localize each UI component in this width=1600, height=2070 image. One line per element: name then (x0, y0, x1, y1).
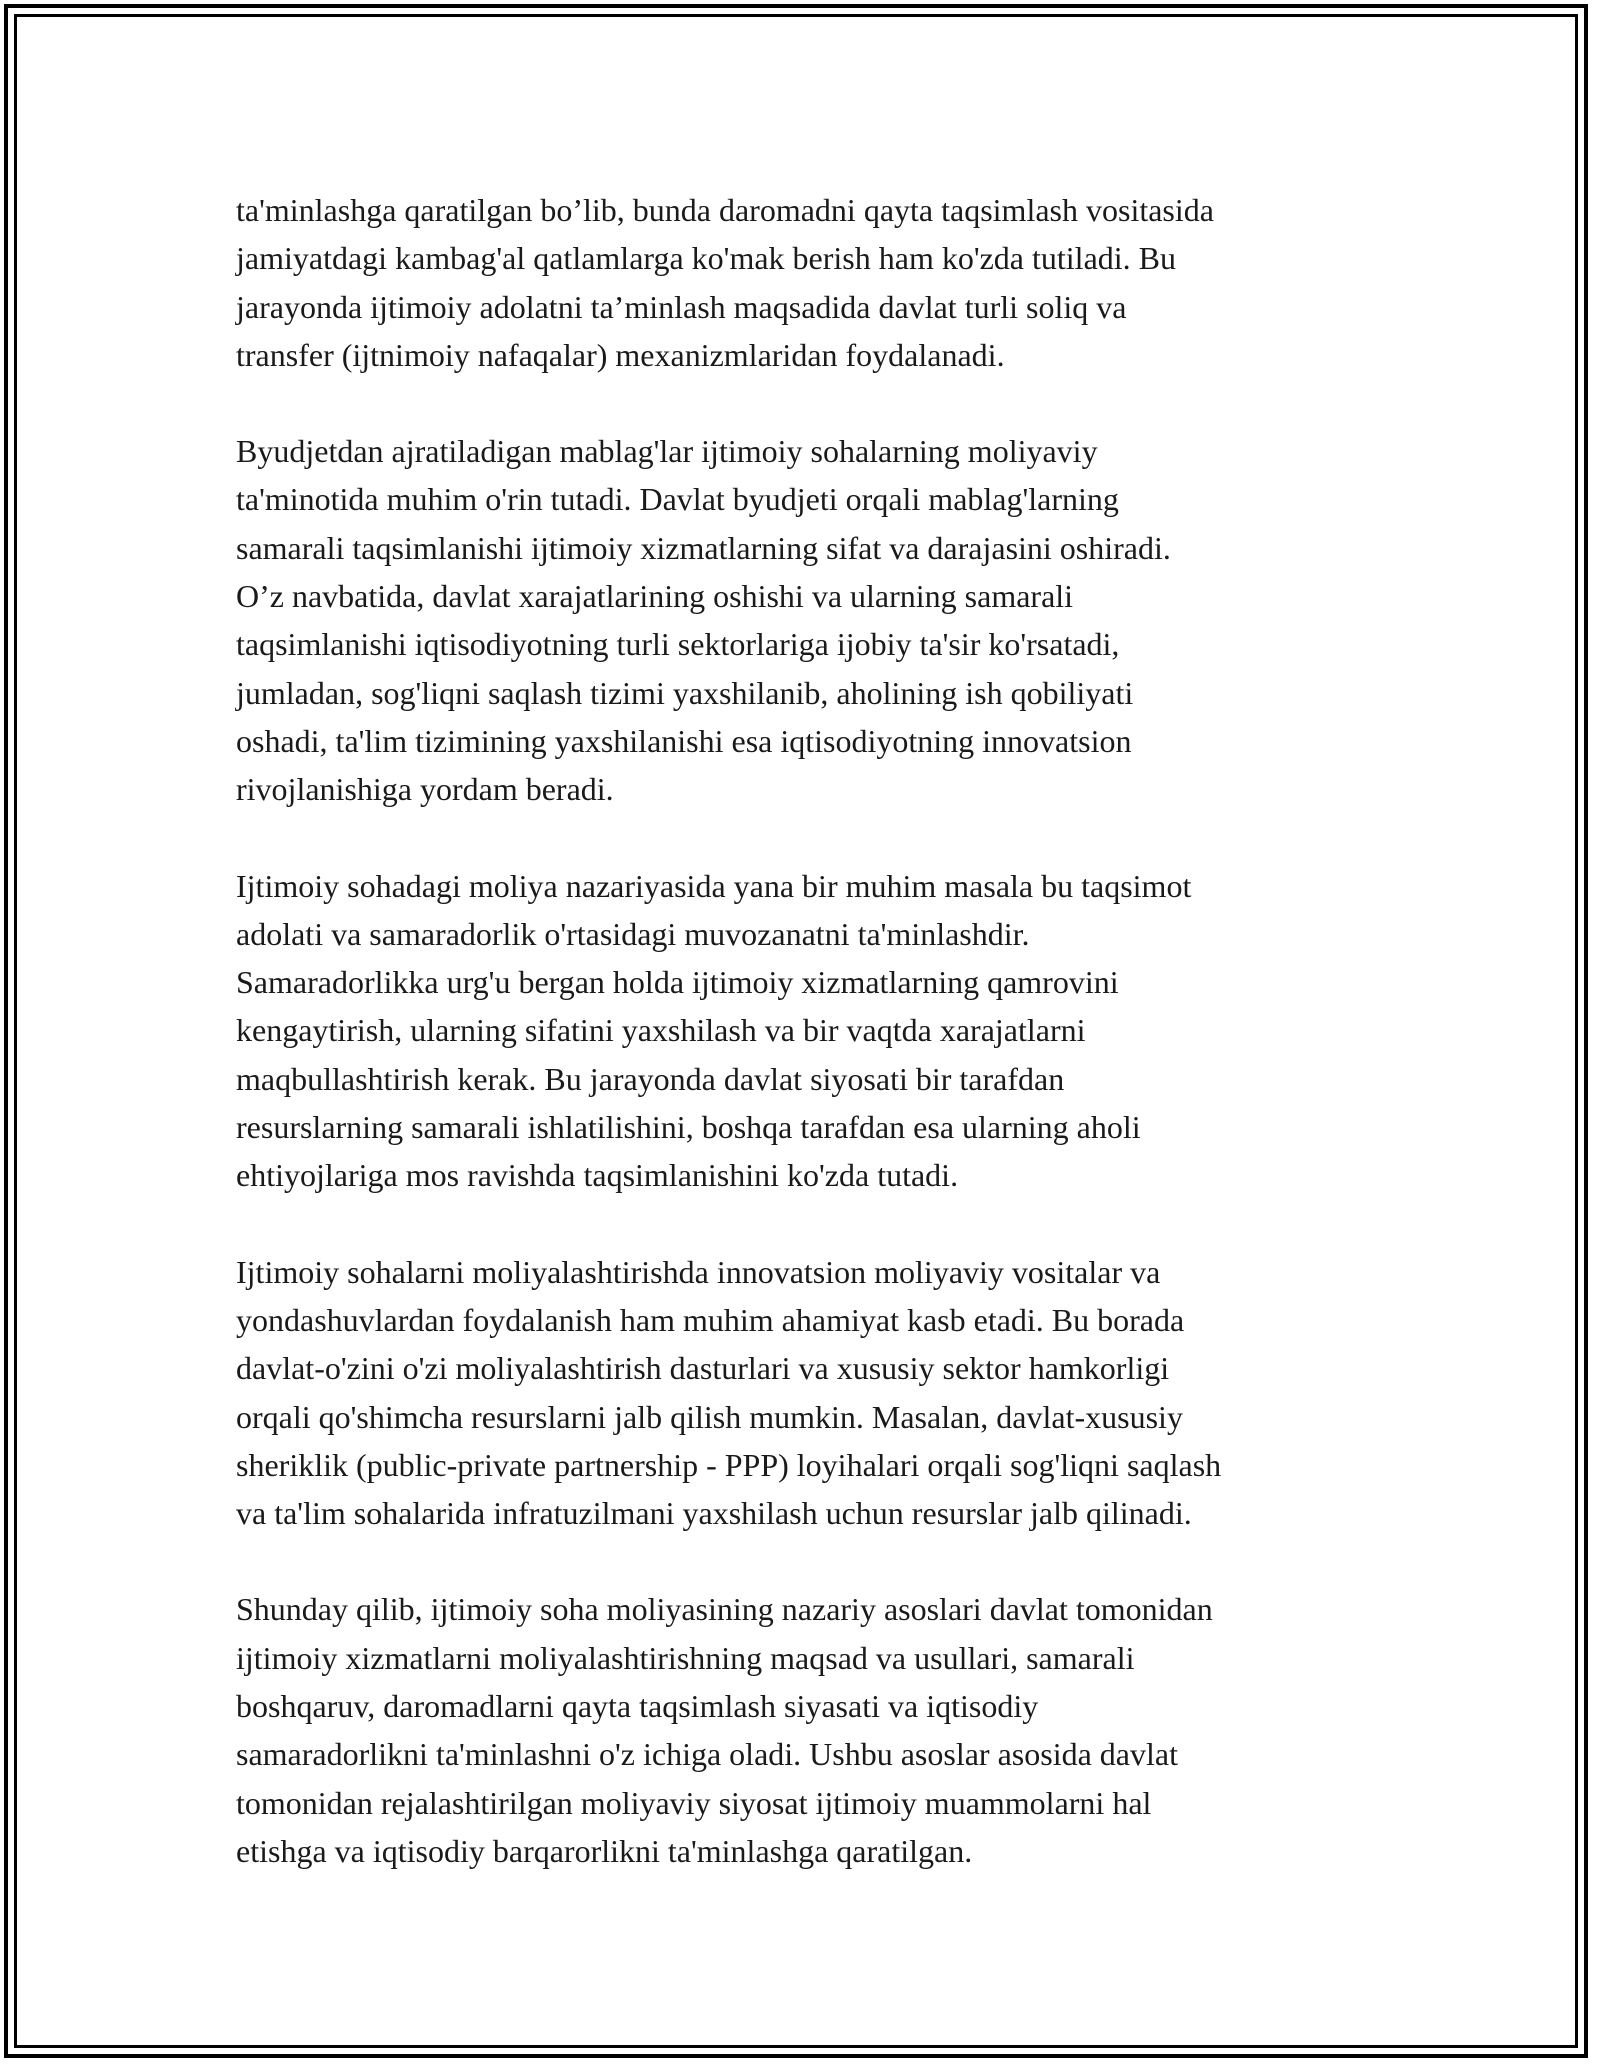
paragraph-2: Byudjetdan ajratiladigan mablag'lar ijtimoiy sohalarning moliyaviy ta'minotida muhim o'rin tutadi. Davlat byudjeti orqali mablag'larning samarali taqsimlanishi ijtimoiy xizmatlarning sifat va darajasini oshiradi. O’z navbatida, davlat xarajatlarining oshishi va ularning samarali taqsimlanishi iqtisodiyotning turli sektorlariga ijobiy ta'sir ko'rsatadi, jumladan, sog'liqni saqlash tizimi yaxshilanib, aholining ish qobiliyati oshadi, ta'lim tizimining yaxshilanishi esa iqtisodiyotning innovatsion rivojlanishiga yordam beradi. (236, 433, 1171, 808)
paragraph-3: Ijtimoiy sohadagi moliya nazariyasida yana bir muhim masala bu taqsimot adolati va samaradorlik o'rtasidagi muvozanatni ta'minlashdir. Samaradorlikka urg'u bergan holda ijtimoiy xizmatlarning qamrovini kengaytirish, ularning sifatini yaxshilash va bir vaqtda xarajatlarni maqbullashtirish kerak. Bu jarayonda davlat siyosati bir tarafdan resurslarning samarali ishlatilishini, boshqa tarafdan esa ularning aholi ehtiyojlariga mos ravishda taqsimlanishini ko'zda tutadi. (236, 867, 1192, 1194)
document-body (236, 186, 1376, 1875)
paragraph-5: Shunday qilib, ijtimoiy soha moliyasining nazariy asoslari davlat tomonidan ijtimoiy xizmatlarni moliyalashtirishning maqsad va usullari, samarali boshqaruv, daromadlarni qayta taqsimlash siyasati va iqtisodiy samaradorlikni ta'minlashni o'z ichiga oladi. Ushbu asoslar asosida davlat tomonidan rejalashtirilgan moliyaviy siyosat ijtimoiy muammolarni hal etishga va iqtisodiy barqarorlikni ta'minlashga qaratilgan. (236, 1591, 1213, 1869)
paragraph-4: Ijtimoiy sohalarni moliyalashtirishda innovatsion moliyaviy vositalar va yondashuvlardan foydalanish ham muhim ahamiyat kasb etadi. Bu borada davlat-o'zini o'zi moliyalashtirish dasturlari va xususiy sektor hamkorligi orqali qo'shimcha resurslarni jalb qilish mumkin. Masalan, davlat-xususiy sheriklik (public-private partnership - PPP) loyihalari orqali sog'liqni saqlash va ta'lim sohalarida infratuzilmani yaxshilash uchun resurslar jalb qilinadi. (236, 1253, 1222, 1532)
paragraph-1: ta'minlashga qaratilgan bo’lib, bunda daromadni qayta taqsimlash vositasida jamiyatdagi kambag'al qatlamlarga ko'mak berish ham ko'zda tutiladi. Bu jarayonda ijtimoiy adolatni ta’minlash maqsadida davlat turli soliq va transfer (ijtnimoiy nafaqalar) mexanizmlaridan foydalanadi. (236, 192, 1214, 373)
